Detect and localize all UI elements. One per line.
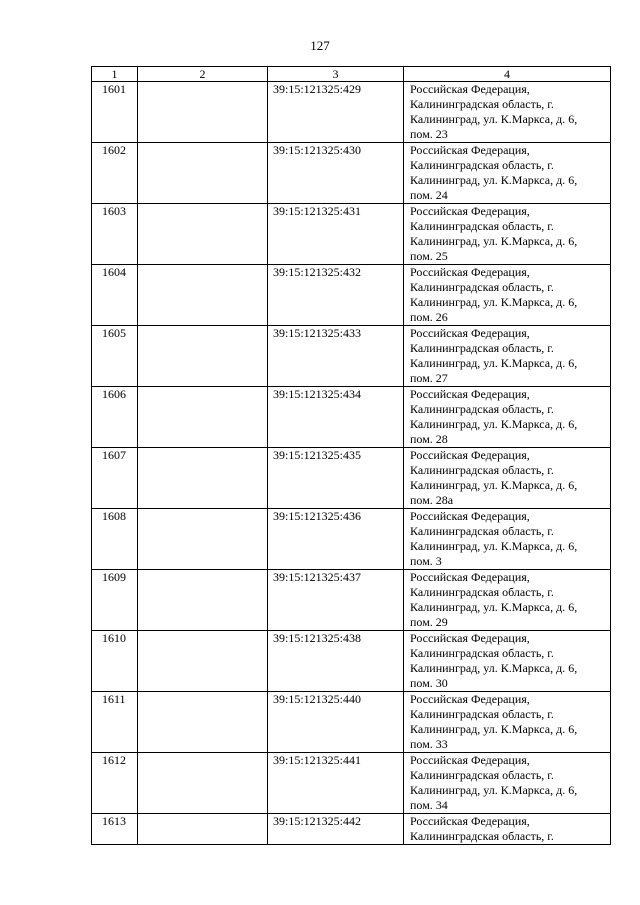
address-line: Российская Федерация, (410, 448, 530, 462)
address-cell (404, 570, 611, 631)
row-number-cell: 1603 (92, 204, 138, 265)
row-number-cell: 1610 (92, 631, 138, 692)
address-line: Калининградская область, г. (410, 768, 554, 782)
table-row (92, 448, 611, 509)
cadastral-number-cell: 39:15:121325:432 (268, 265, 404, 326)
empty-cell (138, 692, 268, 753)
cadastral-number-cell: 39:15:121325:441 (268, 753, 404, 814)
empty-cell (138, 448, 268, 509)
address-line: пом. 23 (410, 127, 448, 141)
empty-cell (138, 204, 268, 265)
cadastral-number-cell: 39:15:121325:433 (268, 326, 404, 387)
address-cell (404, 82, 611, 143)
row-number-cell: 1607 (92, 448, 138, 509)
address-cell (404, 326, 611, 387)
row-number-cell: 1611 (92, 692, 138, 753)
address-line: пом. 26 (410, 310, 448, 324)
table-body (92, 82, 611, 845)
column-header-3: 3 (268, 67, 404, 82)
table-row (92, 326, 611, 387)
address-line: Российская Федерация, (410, 631, 530, 645)
address-line: Российская Федерация, (410, 509, 530, 523)
empty-cell (138, 631, 268, 692)
address-line: Российская Федерация, (410, 265, 530, 279)
row-number-cell: 1601 (92, 82, 138, 143)
table-row (92, 631, 611, 692)
table-row (92, 753, 611, 814)
row-number-cell: 1613 (92, 814, 138, 845)
address-line: Российская Федерация, (410, 753, 530, 767)
address-line: Калининградская область, г. (410, 280, 554, 294)
table-row (92, 143, 611, 204)
address-line: пом. 24 (410, 188, 448, 202)
table-row (92, 265, 611, 326)
address-line: Российская Федерация, (410, 692, 530, 706)
address-line: Калининградская область, г. (410, 524, 554, 538)
address-line: Калининградская область, г. (410, 463, 554, 477)
address-line: Российская Федерация, (410, 82, 530, 96)
address-cell (404, 448, 611, 509)
address-line: пом. 3 (410, 554, 442, 568)
column-header-4: 4 (404, 67, 611, 82)
table-row (92, 814, 611, 845)
row-number-cell: 1608 (92, 509, 138, 570)
address-line: Калининградская область, г. (410, 97, 554, 111)
cadastral-number-cell: 39:15:121325:431 (268, 204, 404, 265)
address-line: Калининградская область, г. (410, 402, 554, 416)
address-line: Калининградская область, г. (410, 219, 554, 233)
address-cell (404, 814, 611, 845)
address-line: Калининград, ул. К.Маркса, д. 6, (410, 661, 578, 675)
empty-cell (138, 82, 268, 143)
table-row (92, 692, 611, 753)
cadastral-number-cell: 39:15:121325:437 (268, 570, 404, 631)
address-line: Калининградская область, г. (410, 158, 554, 172)
address-line: пом. 25 (410, 249, 448, 263)
address-line: Российская Федерация, (410, 204, 530, 218)
row-number-cell: 1602 (92, 143, 138, 204)
empty-cell (138, 570, 268, 631)
address-cell (404, 387, 611, 448)
address-line: Калининград, ул. К.Маркса, д. 6, (410, 356, 578, 370)
empty-cell (138, 265, 268, 326)
address-line: Российская Федерация, (410, 387, 530, 401)
table-row (92, 204, 611, 265)
address-line: пом. 34 (410, 798, 448, 812)
cadastral-number-cell: 39:15:121325:436 (268, 509, 404, 570)
cadastral-number-cell: 39:15:121325:434 (268, 387, 404, 448)
address-line: Калининградская область, г. (410, 829, 554, 843)
address-line: Российская Федерация, (410, 814, 530, 828)
address-cell (404, 631, 611, 692)
cadastral-number-cell: 39:15:121325:430 (268, 143, 404, 204)
empty-cell (138, 326, 268, 387)
row-number-cell: 1612 (92, 753, 138, 814)
cadastral-number-cell: 39:15:121325:429 (268, 82, 404, 143)
cadastral-number-cell: 39:15:121325:440 (268, 692, 404, 753)
row-number-cell: 1604 (92, 265, 138, 326)
address-line: Калининград, ул. К.Маркса, д. 6, (410, 112, 578, 126)
cadastral-number-cell: 39:15:121325:435 (268, 448, 404, 509)
address-line: Российская Федерация, (410, 326, 530, 340)
address-line: Калининград, ул. К.Маркса, д. 6, (410, 478, 578, 492)
empty-cell (138, 753, 268, 814)
address-line: Калининградская область, г. (410, 646, 554, 660)
address-line: Калининград, ул. К.Маркса, д. 6, (410, 722, 578, 736)
address-line: Калининград, ул. К.Маркса, д. 6, (410, 173, 578, 187)
registry-table (91, 66, 611, 845)
address-cell (404, 692, 611, 753)
page-number: 127 (310, 38, 330, 53)
address-line: пом. 33 (410, 737, 448, 751)
address-cell (404, 753, 611, 814)
table-row (92, 387, 611, 448)
address-line: Калининградская область, г. (410, 341, 554, 355)
address-line: Калининградская область, г. (410, 585, 554, 599)
address-line: Калининград, ул. К.Маркса, д. 6, (410, 295, 578, 309)
address-cell (404, 204, 611, 265)
address-line: пом. 29 (410, 615, 448, 629)
cadastral-number-cell: 39:15:121325:438 (268, 631, 404, 692)
address-line: Российская Федерация, (410, 143, 530, 157)
row-number-cell: 1609 (92, 570, 138, 631)
address-line: пом. 27 (410, 371, 448, 385)
address-line: Калининград, ул. К.Маркса, д. 6, (410, 234, 578, 248)
address-line: пом. 28 (410, 432, 448, 446)
column-header-2: 2 (138, 67, 268, 82)
address-cell (404, 265, 611, 326)
address-cell (404, 509, 611, 570)
column-header-1: 1 (92, 67, 138, 82)
address-line: Калининград, ул. К.Маркса, д. 6, (410, 783, 578, 797)
address-line: пом. 30 (410, 676, 448, 690)
table-row (92, 82, 611, 143)
table-row (92, 509, 611, 570)
address-line: Российская Федерация, (410, 570, 530, 584)
table-row (92, 570, 611, 631)
empty-cell (138, 509, 268, 570)
empty-cell (138, 814, 268, 845)
row-number-cell: 1606 (92, 387, 138, 448)
empty-cell (138, 387, 268, 448)
address-cell (404, 143, 611, 204)
cadastral-number-cell: 39:15:121325:442 (268, 814, 404, 845)
address-line: Калининград, ул. К.Маркса, д. 6, (410, 539, 578, 553)
empty-cell (138, 143, 268, 204)
row-number-cell: 1605 (92, 326, 138, 387)
address-line: пом. 28а (410, 493, 454, 507)
address-line: Калининградская область, г. (410, 707, 554, 721)
header-row (92, 67, 611, 82)
address-line: Калининград, ул. К.Маркса, д. 6, (410, 417, 578, 431)
address-line: Калининград, ул. К.Маркса, д. 6, (410, 600, 578, 614)
